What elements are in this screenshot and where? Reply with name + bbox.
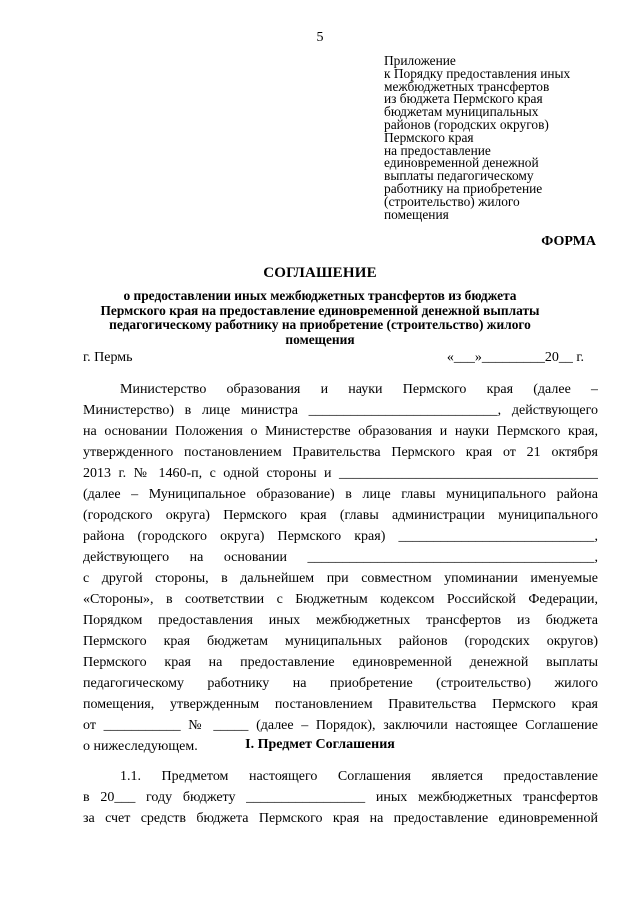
text-line: «Стороны», в соответствии с Бюджетным кодексом Российской Федерации, [83, 592, 598, 607]
place-of-signing: г. Пермь [83, 350, 133, 365]
appendix-line: на предоставление [384, 142, 491, 158]
section-paragraph [83, 766, 598, 829]
text-line: 1.1. Предметом настоящего Соглашения является предоставление [120, 769, 598, 784]
subtitle-line: помещения [285, 331, 355, 347]
document-title: СОГЛАШЕНИЕ [263, 265, 377, 281]
subtitle-line: о предоставлении иных межбюджетных трансфертов из бюджета [123, 288, 517, 303]
appendix-line: помещения [384, 206, 449, 222]
appendix-line: единовременной денежной [384, 155, 539, 171]
text-line: (городского округа) Пермского края (главы администрации муниципального [83, 508, 598, 523]
text-line: 2013 г. № 1460-п, с одной стороны и _____________________________________ [83, 466, 598, 481]
appendix-line: (строительство) жилого [384, 193, 520, 209]
subtitle-line: педагогическому работнику на приобретение (строительство) жилого [109, 317, 531, 332]
text-line: о нижеследующем. [83, 739, 198, 754]
text-line: района (городского округа) Пермского края) ____________________________, [83, 529, 598, 544]
text-line: на основании Положения о Министерстве образования и науки Пермского края, [83, 424, 598, 439]
appendix-line: Приложение [384, 53, 456, 68]
text-line: с другой стороны, в дальнейшем при совместном упоминании именуемые [83, 571, 598, 586]
preamble-paragraph [83, 379, 598, 757]
appendix-line: Пермского края [384, 129, 474, 145]
subtitle-line: Пермского края на предоставление единовременной денежной выплаты [100, 302, 540, 318]
appendix-line: межбюджетных трансфертов [384, 78, 550, 94]
section-heading: I. Предмет Соглашения [245, 737, 395, 752]
text-line: утвержденного постановлением Правительства Пермского края от 21 октября [83, 445, 598, 460]
appendix-line: работнику на приобретение [384, 180, 543, 196]
appendix-line: к Порядку предоставления иных [384, 65, 571, 81]
text-line: Порядком предоставления иных межбюджетных трансфертов из бюджета [83, 613, 598, 628]
document-subtitle [74, 289, 566, 347]
text-line: помещения, утвержденным постановлением Правительства Пермского края [83, 697, 598, 712]
appendix-line: из бюджета Пермского края [384, 91, 543, 107]
page-number: 5 [316, 30, 324, 45]
text-line: за счет средств бюджета Пермского края на предоставление единовременной [83, 811, 598, 826]
appendix-note [384, 55, 609, 221]
text-line: в 20___ году бюджету _________________ иных межбюджетных трансфертов [83, 790, 598, 805]
text-line: (далее – Муниципальное образование) в лице главы муниципального района [83, 487, 598, 502]
text-line: Министерство образования и науки Пермского края (далее – [120, 382, 598, 397]
text-line: действующего на основании _________________________________________, [83, 550, 598, 565]
date-field: «___»_________20__ г. [446, 350, 584, 365]
text-line: Пермского края на предоставление единовременной денежной выплаты [83, 655, 598, 670]
text-line: педагогическому работнику на приобретение (строительство) жилого [83, 676, 598, 691]
appendix-line: выплаты педагогическому [384, 168, 534, 184]
text-line: от ___________ № _____ (далее – Порядок), заключили настоящее Соглашение [83, 718, 598, 733]
appendix-line: бюджетам муниципальных [384, 104, 539, 120]
text-line: Министерство) в лице министра ___________________________, действующего [83, 403, 598, 418]
text-line: Пермского края бюджетам муниципальных районов (городских округов) [83, 634, 598, 649]
form-label: ФОРМА [541, 234, 596, 249]
appendix-line: районов (городских округов) [384, 116, 549, 132]
